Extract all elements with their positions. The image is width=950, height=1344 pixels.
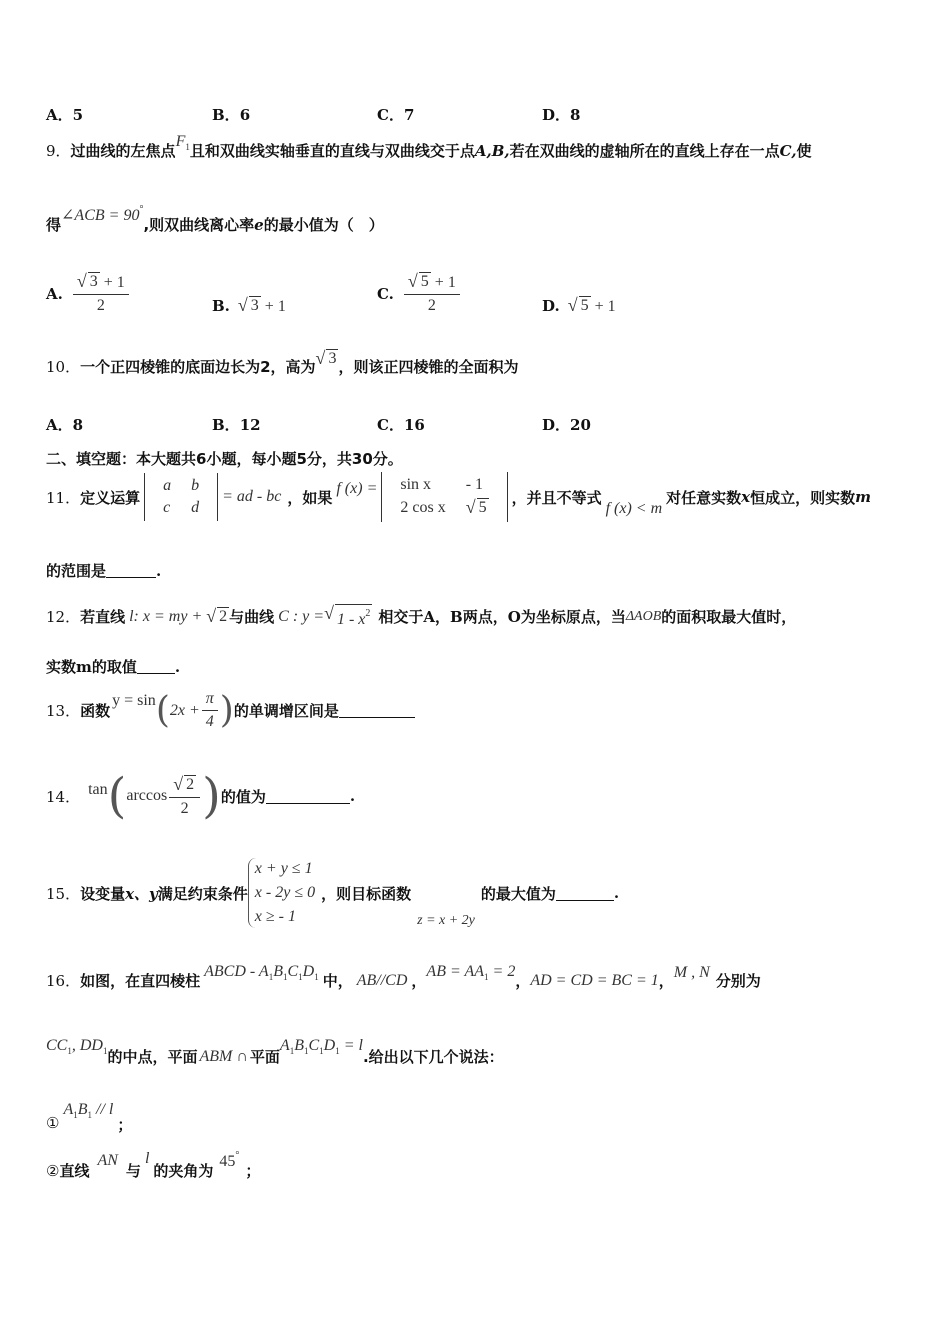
q15-answer-blank[interactable] [556,886,614,901]
q8-option-d: D． 8 [542,105,581,124]
q16-eq1: AB = $AA_1 = 2$ [426,963,516,982]
q14-answer-blank[interactable] [266,789,350,804]
q8-option-a: A． 5 [46,105,84,124]
q12-line2: 实数 m 的取值 . [46,657,181,676]
q11-line2: 的范围是 . [46,561,162,580]
q15-constraints: x + y ≤ 1 x - 2y ≤ 0 x ≥ - 1 [248,858,321,928]
q16-plane: $A_1B_1C_1D_1 = l$ [279,1037,363,1056]
q16-statement-1: ① $A_1B_1$ // l ； [46,1101,133,1134]
q14-line: 14． tan ( arccos √ 2 2 ) 的值为 . [46,768,356,824]
q9-angle: ∠ACB = 90° [61,204,144,224]
q16-line1: 16． 如图，在直四棱柱 ABCD - $A_1B_1C_1D_1$ 中， AB//CD ， AB = $AA_1 = 2$ ， AD = CD = BC = 1 ， M , N 分别为 [46,963,761,990]
q16-cc-dd: $CC_1$, $DD_1$ [46,1037,108,1056]
q9-option-c: C. √ 5 + 1 2 [377,272,462,315]
q11-det-def: a b c d [144,473,218,521]
q9-f1: $F_1$ [175,133,190,152]
q11-answer-blank[interactable] [106,563,156,578]
q9-option-a: A. √ 3 + 1 2 [46,272,131,315]
q10-option-c: C． 16 [377,415,425,434]
q16-angle: 45° [219,1150,240,1170]
q8-option-c: C． 7 [377,105,415,124]
q10-option-a: A． 8 [46,415,84,434]
q16-line2: $CC_1$, $DD_1$ 的中点，平面 ABM ∩ 平面 $A_1B_1C_1D_1 = l$ .给出以下几个说法： [46,1037,504,1066]
q11-det-f: sin x - 1 2 cos x √ 5 [381,472,507,522]
q9-option-b: B. √ 3 + 1 [212,295,286,315]
q16-s1-math: $A_1B_1$ // l [63,1101,114,1120]
q9-option-d: D. √ 5 + 1 [542,295,616,315]
q16-statement-2: ② 直线 AN 与 l 的夹角为 45° ； [46,1149,261,1180]
q12-answer-blank[interactable] [137,659,175,674]
q9-line2: 得 ∠ACB = 90° ,则双曲线离心率 e 的最小值为（ ） [46,204,384,234]
q9-line1: 9． 过曲线的左焦点 $F_1$ 且和双曲线实轴垂直的直线与双曲线交于点 A,B, 若在双曲线的虚轴所在的直线上存在一点 C, 使 [46,133,812,160]
q10-option-b: B． 12 [212,415,261,434]
q12-line1: 12． 若直线 l: x = my + √ 2 与曲线 C : y = √ $1 - x^2$ 相交于 A，B 两点， O 为坐标原点，当 ΔAOB 的面积取最大值时， [46,603,797,628]
q13-line: 13． 函数 y = sin ( 2x + $\frac{\pi}{4}$ ) 的单调增区间是 [46,690,415,731]
q10-line: 10． 一个正四棱锥的底面边长为2，高为 √ 3 ，则该正四棱锥的全面积为 [46,347,519,376]
q16-prism: ABCD - $A_1B_1C_1D_1$ [204,963,319,982]
q13-answer-blank[interactable] [339,703,415,718]
q11-line1: 11． 定义运算 a b c d = ad - bc ，如果 f (x) = sin x - 1 2 cos x √ 5 ，并且不等式 f (x) < m 对任意实数 x 恒成立，则实数 m [46,472,871,522]
section-heading: 二、填空题：本大题共6小题，每小题5分，共30分。 [46,450,403,468]
q10-option-d: D． 20 [542,415,591,434]
q8-option-b: B． 6 [212,105,251,124]
q15-line: 15． 设变量 x、y 满足约束条件 x + y ≤ 1 x - 2y ≤ 0 x ≥ - 1 ，则目标函数 z = x + 2y 的最大值为 . [46,860,620,928]
